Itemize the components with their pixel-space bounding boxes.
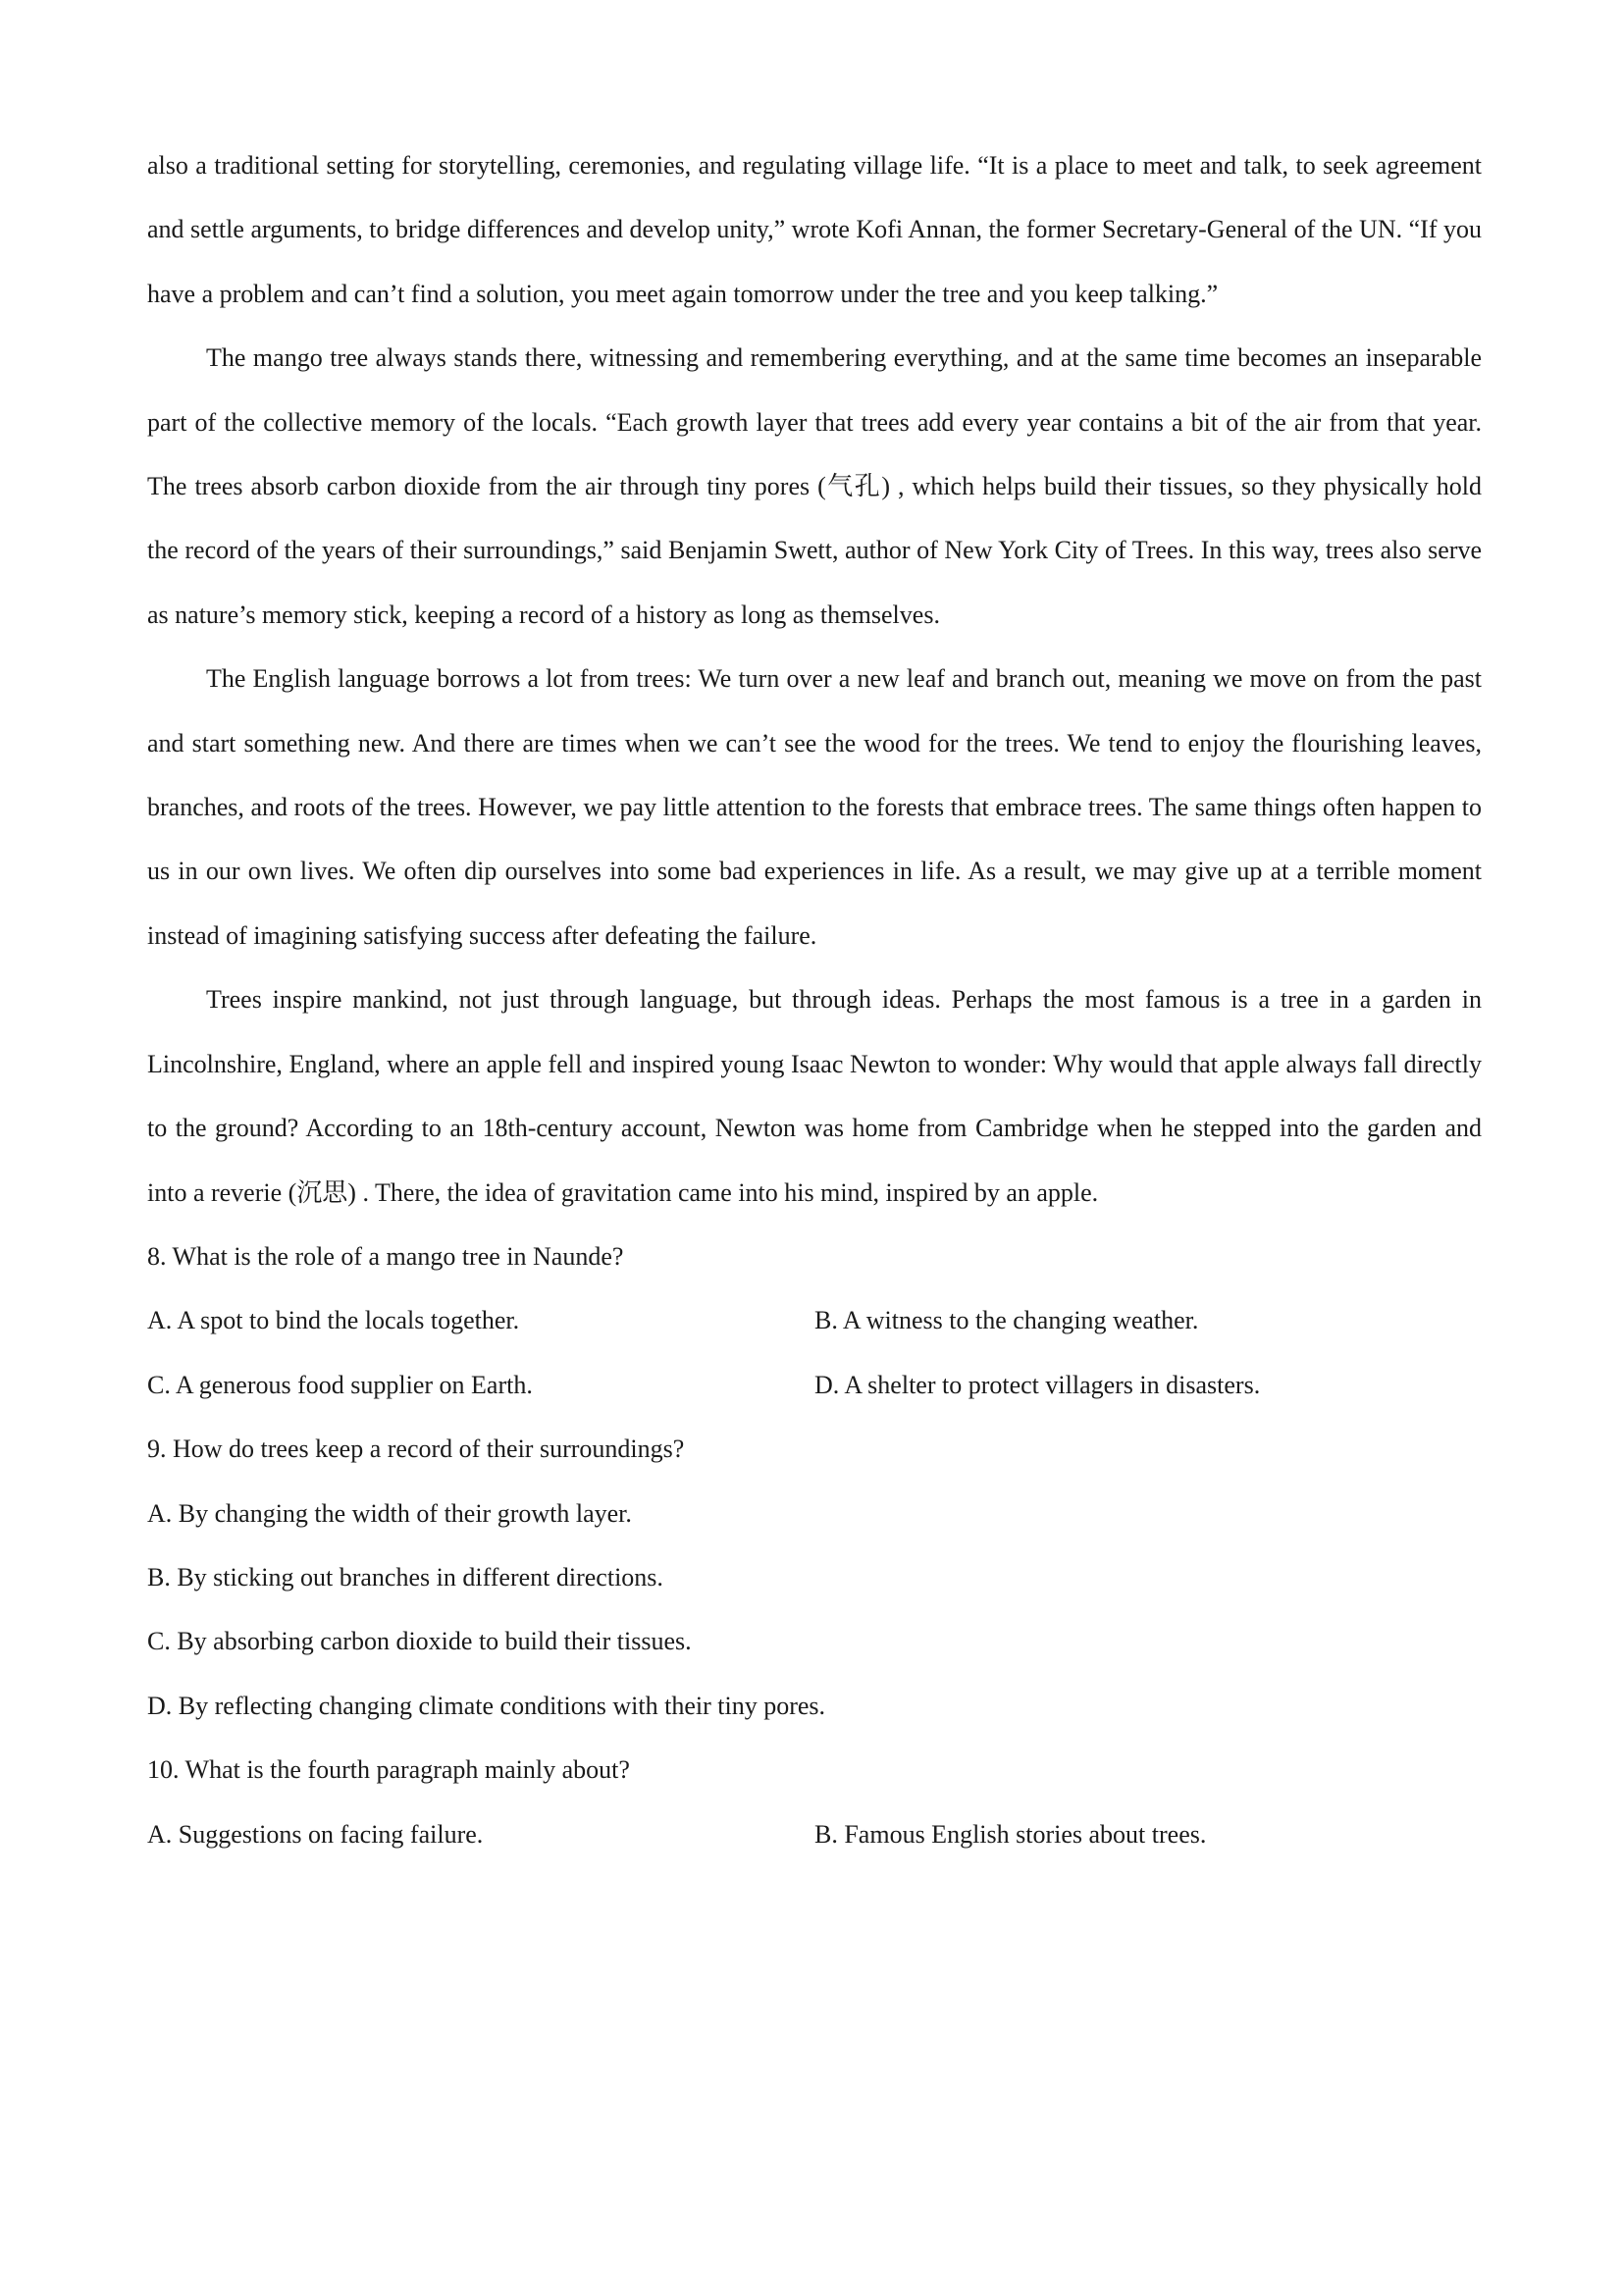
- option-b: B. Famous English stories about trees.: [814, 1819, 1207, 1849]
- question-stem: 10. What is the fourth paragraph mainly about?: [147, 1755, 630, 1785]
- passage-paragraph-2: The mango tree always stands there, witnessing and remembering everything, and at the same time becomes an inseparable part of the collective memory of the locals. “Each growth layer that trees add every year contains a bit of the air from that year. The trees absorb carbon dioxide from the air through tiny pores (气孔) , which helps build their tissues, so they physically hold the record of the years of their surroundings,” said Benjamin Swett, author of New York City of Trees. In this way, trees also serve as nature’s memory stick, keeping a record of a history as long as themselves.: [147, 343, 1482, 629]
- option-a: A. Suggestions on facing failure.: [147, 1819, 484, 1849]
- option-a: A. By changing the width of their growth layer.: [147, 1498, 632, 1528]
- options-row: [147, 1353, 1482, 1417]
- passage-paragraph-4: Trees inspire mankind, not just through language, but through ideas. Perhaps the most famous is a tree in a garden in Lincolnshire, England, where an apple fell and inspired young Isaac Newton to wonder: Why would that apple always fall directly to the ground? According to an 18th-century account, Newton was home from Cambridge when he stepped into the garden and into a reverie (沉思) . There, the idea of gravitation came into his mind, inspired by an apple.: [147, 985, 1482, 1207]
- question-stem: 8. What is the role of a mango tree in Naunde?: [147, 1241, 624, 1271]
- passage-paragraph-3: The English language borrows a lot from trees: We turn over a new leaf and branch out, meaning we move on from the past and start something new. And there are times when we can’t see the wood for the trees. We tend to enjoy the flourishing leaves, branches, and roots of the trees. However, we pay little attention to the forests that embrace trees. The same things often happen to us in our own lives. We often dip ourselves into some bad experiences in life. As a result, we may give up at a terrible moment instead of imagining satisfying success after defeating the failure.: [147, 664, 1482, 950]
- option-b: B. By sticking out branches in different directions.: [147, 1562, 663, 1592]
- passage-paragraph-1: also a traditional setting for storytelling, ceremonies, and regulating village life. “It is a place to meet and talk, to seek agreement and settle arguments, to bridge differences and develop unity,” wrote Kofi Annan, the former Secretary-General of the UN. “If you have a problem and can’t find a solution, you meet again tomorrow under the tree and you keep talking.”: [147, 151, 1482, 308]
- option-b: B. A witness to the changing weather.: [814, 1306, 1199, 1335]
- option-c: C. By absorbing carbon dioxide to build their tissues.: [147, 1627, 692, 1656]
- document-page: [147, 133, 1482, 1866]
- options-row: [147, 1802, 1482, 1866]
- option-c: C. A generous food supplier on Earth.: [147, 1370, 533, 1399]
- option-a: A. A spot to bind the locals together.: [147, 1306, 520, 1335]
- option-d: D. By reflecting changing climate conditions with their tiny pores.: [147, 1691, 826, 1720]
- question-10: [147, 1738, 1482, 1866]
- question-8: [147, 1225, 1482, 1417]
- option-d: D. A shelter to protect villagers in disasters.: [814, 1370, 1261, 1399]
- options-row: [147, 1288, 1482, 1352]
- question-9: [147, 1417, 1482, 1738]
- question-stem: 9. How do trees keep a record of their surroundings?: [147, 1435, 685, 1464]
